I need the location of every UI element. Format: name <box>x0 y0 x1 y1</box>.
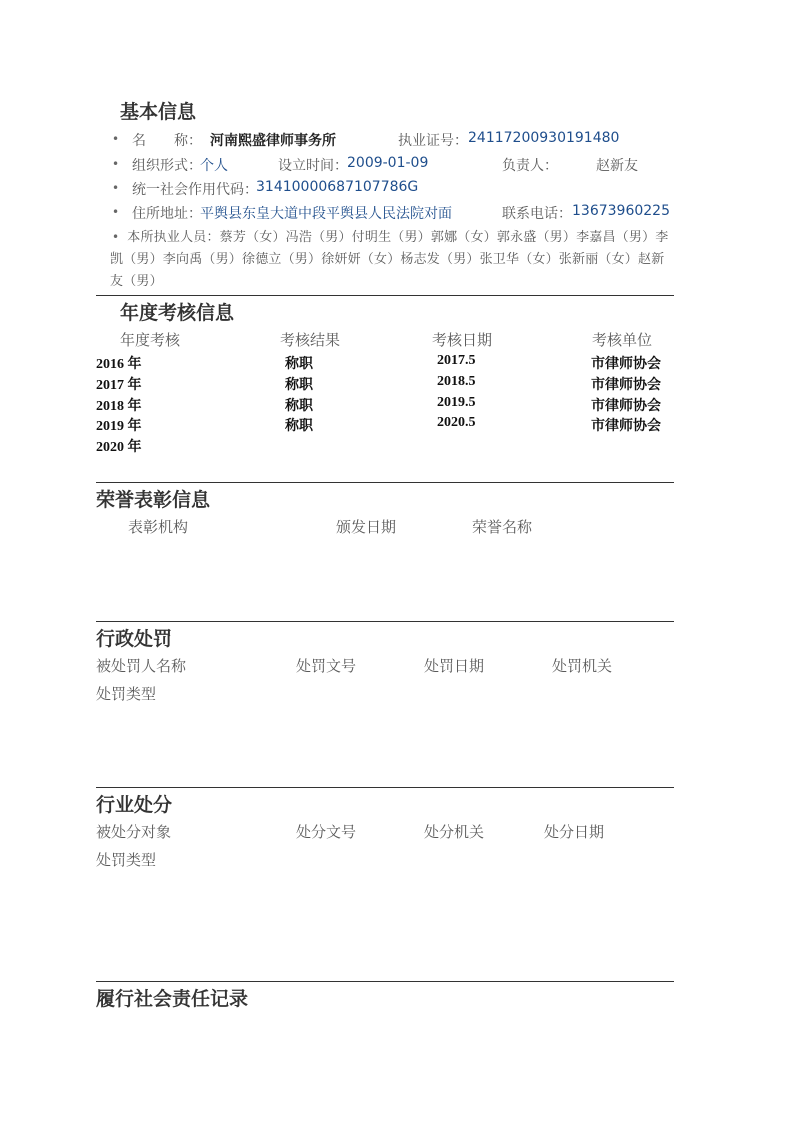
annual-year: 2017 年 <box>96 378 142 393</box>
honor-header-name: 荣誉名称 <box>472 518 533 536</box>
name-label: 名 称： <box>132 133 202 149</box>
members-text: 本所执业人员：蔡芳（女）冯浩（男）付明生（男）郭娜（女）郭永盛（男）李嘉昌（男）李凯（男）李向禹（男）徐德立（男）徐妍妍（女）杨志发（男）张卫华（女）张新丽（女）赵新友（男） <box>110 230 669 289</box>
annual-header-result: 考核结果 <box>280 331 341 349</box>
bullet-icon: • <box>112 157 120 171</box>
credit-code-label: 统一社会作用代码： <box>132 182 258 198</box>
section-title-annual: 年度考核信息 <box>120 302 235 324</box>
annual-unit: 市律师协会 <box>591 419 661 434</box>
org-form-label: 组织形式： <box>132 158 202 174</box>
annual-header-date: 考核日期 <box>432 331 493 349</box>
license-label: 执业证号： <box>398 133 468 149</box>
head-label: 负责人： <box>502 158 558 174</box>
members-list <box>110 226 676 293</box>
annual-unit: 市律师协会 <box>591 399 661 414</box>
annual-result: 称职 <box>285 357 313 372</box>
established-value: 2009-01-09 <box>347 155 429 171</box>
section-title-honor: 荣誉表彰信息 <box>96 489 211 511</box>
established-label: 设立时间： <box>278 158 348 174</box>
honor-header-org: 表彰机构 <box>128 518 189 536</box>
penalty-header-date: 处罚日期 <box>424 657 485 675</box>
annual-date: 2018.5 <box>437 374 476 389</box>
annual-unit: 市律师协会 <box>591 378 661 393</box>
divider <box>96 621 674 622</box>
sanction-header-type: 处罚类型 <box>96 851 157 869</box>
penalty-header-doc: 处罚文号 <box>296 657 357 675</box>
section-title-industry-sanction: 行业处分 <box>96 794 173 816</box>
credit-code-value: 31410000687107786G <box>256 179 419 195</box>
phone-label: 联系电话： <box>502 206 572 222</box>
org-form-value: 个人 <box>200 158 228 174</box>
annual-year: 2016 年 <box>96 357 142 372</box>
annual-date: 2020.5 <box>437 415 476 430</box>
annual-result: 称职 <box>285 378 313 393</box>
bullet-icon: • <box>112 230 120 244</box>
head-value: 赵新友 <box>596 158 638 174</box>
section-title-admin-penalty: 行政处罚 <box>96 628 173 650</box>
bullet-icon: • <box>112 132 120 146</box>
annual-year: 2020 年 <box>96 440 142 455</box>
annual-date: 2017.5 <box>437 353 476 368</box>
divider <box>96 482 674 483</box>
phone-value: 13673960225 <box>572 203 670 219</box>
sanction-header-date: 处分日期 <box>544 823 605 841</box>
sanction-header-doc: 处分文号 <box>296 823 357 841</box>
address-label: 住所地址： <box>132 206 202 222</box>
section-title-basic: 基本信息 <box>120 101 197 123</box>
divider <box>96 787 674 788</box>
divider <box>96 295 674 296</box>
honor-header-date: 颁发日期 <box>336 518 397 536</box>
bullet-icon: • <box>112 205 120 219</box>
firm-name: 河南熙盛律师事务所 <box>210 133 336 149</box>
section-title-social: 履行社会责任记录 <box>96 988 249 1010</box>
annual-result: 称职 <box>285 399 313 414</box>
address-value: 平舆县东皇大道中段平舆县人民法院对面 <box>200 206 452 222</box>
annual-date: 2019.5 <box>437 395 476 410</box>
bullet-icon: • <box>112 181 120 195</box>
annual-year: 2019 年 <box>96 419 142 434</box>
license-number: 24117200930191480 <box>468 130 620 146</box>
annual-year: 2018 年 <box>96 399 142 414</box>
annual-header-year: 年度考核 <box>120 331 181 349</box>
penalty-header-authority: 处罚机关 <box>552 657 613 675</box>
penalty-header-type: 处罚类型 <box>96 685 157 703</box>
annual-unit: 市律师协会 <box>591 357 661 372</box>
sanction-header-authority: 处分机关 <box>424 823 485 841</box>
annual-result: 称职 <box>285 419 313 434</box>
sanction-header-target: 被处分对象 <box>96 823 172 841</box>
divider <box>96 981 674 982</box>
penalty-header-target: 被处罚人名称 <box>96 657 187 675</box>
annual-header-unit: 考核单位 <box>592 331 653 349</box>
